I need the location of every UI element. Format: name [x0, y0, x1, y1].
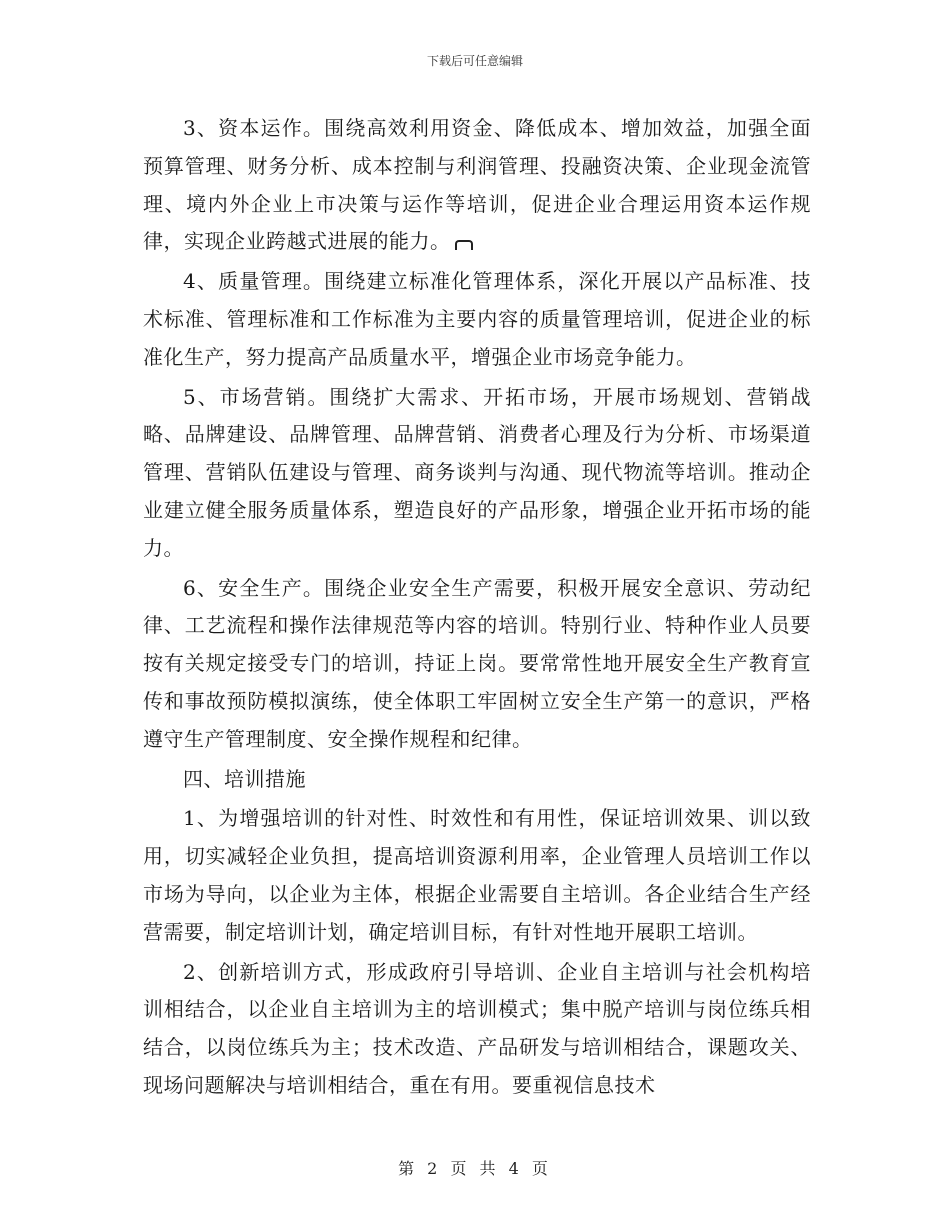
paragraph-marketing: 5、市场营销。围绕扩大需求、开拓市场，开展市场规划、营销战略、品牌建设、品牌管理、品牌营销、消费者心理及行为分析、市场渠道管理、营销队伍建设与管理、商务谈判与沟通、现代物流等培训。推动企业建立健全服务质量体系，塑造良好的产品形象，增强企业开拓市场的能力。 [143, 384, 811, 560]
edit-mark-icon [455, 240, 473, 250]
paragraph-measure-2: 2、创新培训方式，形成政府引导培训、企业自主培训与社会机构培训相结合，以企业自主培训为主的培训模式；集中脱产培训与岗位练兵相结合，以岗位练兵为主；技术改造、产品研发与培训相结合，课题攻关、现场问题解决与培训相结合，重在有用。要重视信息技术 [143, 959, 811, 1097]
paragraph-measure-1: 1、为增强培训的针对性、时效性和有用性，保证培训效果、训以致用，切实减轻企业负担，提高培训资源利用率，企业管理人员培训工作以市场为导向，以企业为主体，根据企业需要自主培训。各企业结合生产经营需要，制定培训计划，确定培训目标，有针对性地开展职工培训。 [143, 806, 811, 944]
page-header: 下载后可任意编辑 [426, 54, 523, 68]
paragraph-text: 3、资本运作。围绕高效利用资金、降低成本、增加效益，加强全面预算管理、财务分析、成本控制与利润管理、投融资决策、企业现金流管理、境内外企业上市决策与运作等培训，促进企业合理运用资本运作规律，实现企业跨越式进展的能力。 [143, 116, 811, 254]
paragraph-safety-production: 6、安全生产。围绕企业安全生产需要，积极开展安全意识、劳动纪律、工艺流程和操作法律规范等内容的培训。特别行业、特种作业人员要按有关规定接受专门的培训，持证上岗。要常常性地开展安全生产教育宣传和事故预防模拟演练，使全体职工牢固树立安全生产第一的意识，严格遵守生产管理制度、安全操作规程和纪律。 [143, 575, 811, 751]
paragraph-quality-management: 4、质量管理。围绕建立标准化管理体系，深化开展以产品标准、技术标准、管理标准和工作标准为主要内容的质量管理培训，促进企业的标准化生产，努力提高产品质量水平，增强企业市场竞争能力。 [143, 269, 811, 369]
section-heading-training-measures: 四、培训措施 [183, 766, 306, 791]
body-content [143, 110, 811, 1107]
paragraph-capital-operation [143, 110, 811, 261]
page-footer: 第 2 页 共 4 页 [398, 1159, 552, 1178]
